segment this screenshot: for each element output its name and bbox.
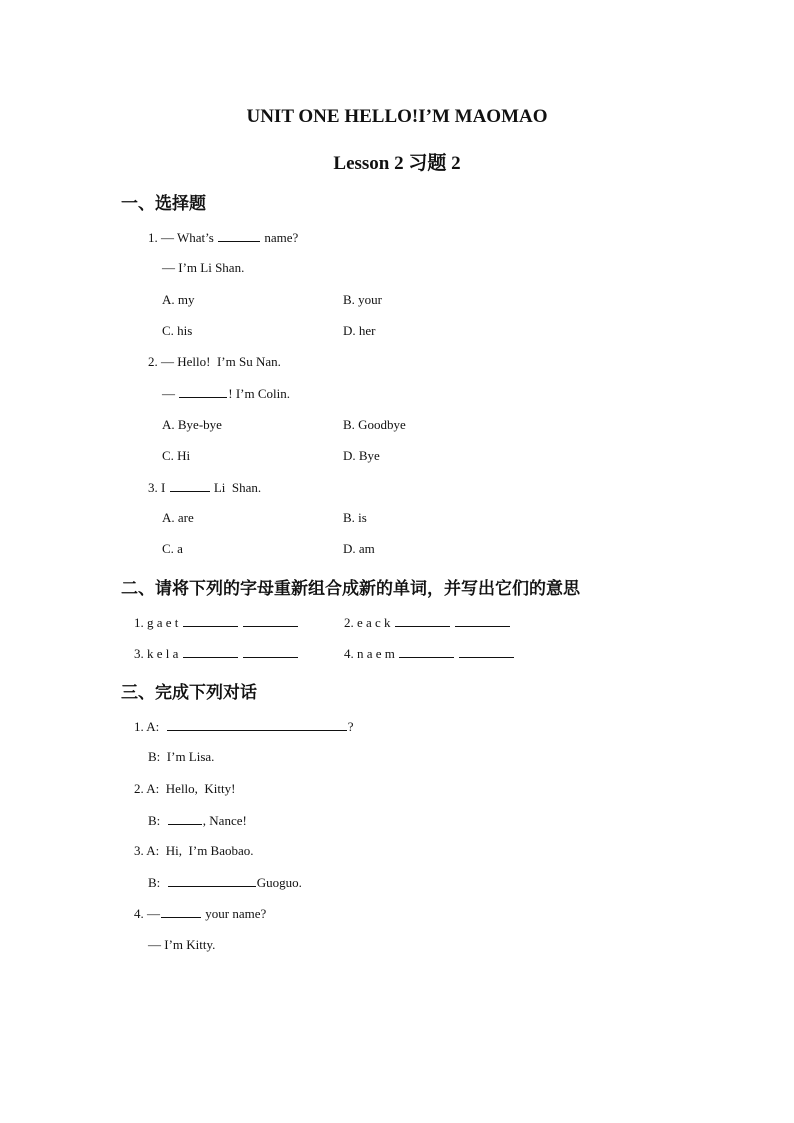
answer-blank[interactable] — [459, 645, 514, 658]
word-item-1: 1. g a e t — [134, 614, 299, 631]
q3-option-d: D. am — [343, 541, 375, 556]
answer-blank[interactable] — [243, 614, 298, 627]
q1-option-b: B. your — [343, 292, 382, 307]
section3-heading: 三、完成下列对话 — [121, 683, 257, 703]
q3-option-c: C. a — [162, 541, 183, 556]
answer-blank[interactable] — [183, 645, 238, 658]
q3-line1: 3. I Li Shan. — [148, 480, 262, 495]
q1-option-a: A. my — [162, 292, 195, 307]
answer-blank[interactable] — [399, 645, 454, 658]
dialogue4-b: — I’m Kitty. — [148, 937, 216, 952]
page-title: UNIT ONE HELLO!I’M MAOMAO — [246, 106, 548, 127]
answer-blank[interactable] — [179, 385, 227, 398]
q2-line2: — ! I’m Colin. — [162, 386, 290, 401]
q2-option-b: B. Goodbye — [343, 417, 406, 432]
word-item-2: 2. e a c k — [344, 614, 511, 631]
answer-blank[interactable] — [167, 718, 347, 731]
q2-option-c: C. Hi — [162, 448, 191, 463]
page-subtitle: Lesson 2 习题 2 — [333, 153, 461, 174]
q3-option-b: B. is — [343, 510, 367, 525]
answer-blank[interactable] — [395, 614, 450, 627]
answer-blank[interactable] — [218, 229, 260, 242]
section1-heading: 一、选择题 — [121, 194, 206, 214]
dialogue3-a: 3. A: Hi, I’m Baobao. — [134, 843, 254, 858]
dialogue1-b: B: I’m Lisa. — [148, 749, 215, 764]
q1-option-d: D. her — [343, 323, 376, 338]
dialogue2-b: B: , Nance! — [148, 813, 247, 828]
q2-line1: 2. — Hello! I’m Su Nan. — [148, 354, 281, 369]
answer-blank[interactable] — [161, 905, 201, 918]
answer-blank[interactable] — [243, 645, 298, 658]
q3-option-a: A. are — [162, 510, 194, 525]
q1-line2: — I’m Li Shan. — [162, 260, 245, 275]
answer-blank[interactable] — [168, 812, 202, 825]
dialogue4-a: 4. — your name? — [134, 906, 267, 921]
answer-blank[interactable] — [170, 479, 210, 492]
word-item-4: 4. n a e m — [344, 645, 515, 662]
section2-heading: 二、请将下列的字母重新组合成新的单词，并写出它们的意思 — [121, 579, 580, 599]
dialogue2-a: 2. A: Hello, Kitty! — [134, 781, 236, 796]
answer-blank[interactable] — [455, 614, 510, 627]
q1-option-c: C. his — [162, 323, 193, 338]
answer-blank[interactable] — [168, 874, 256, 887]
dialogue3-b: B: Guoguo. — [148, 875, 302, 890]
dialogue1-a: 1. A: ? — [134, 719, 354, 734]
q1-line1: 1. — What’s name? — [148, 230, 299, 245]
q2-option-a: A. Bye-bye — [162, 417, 222, 432]
answer-blank[interactable] — [183, 614, 238, 627]
word-item-3: 3. k e l a — [134, 645, 299, 662]
q2-option-d: D. Bye — [343, 448, 380, 463]
